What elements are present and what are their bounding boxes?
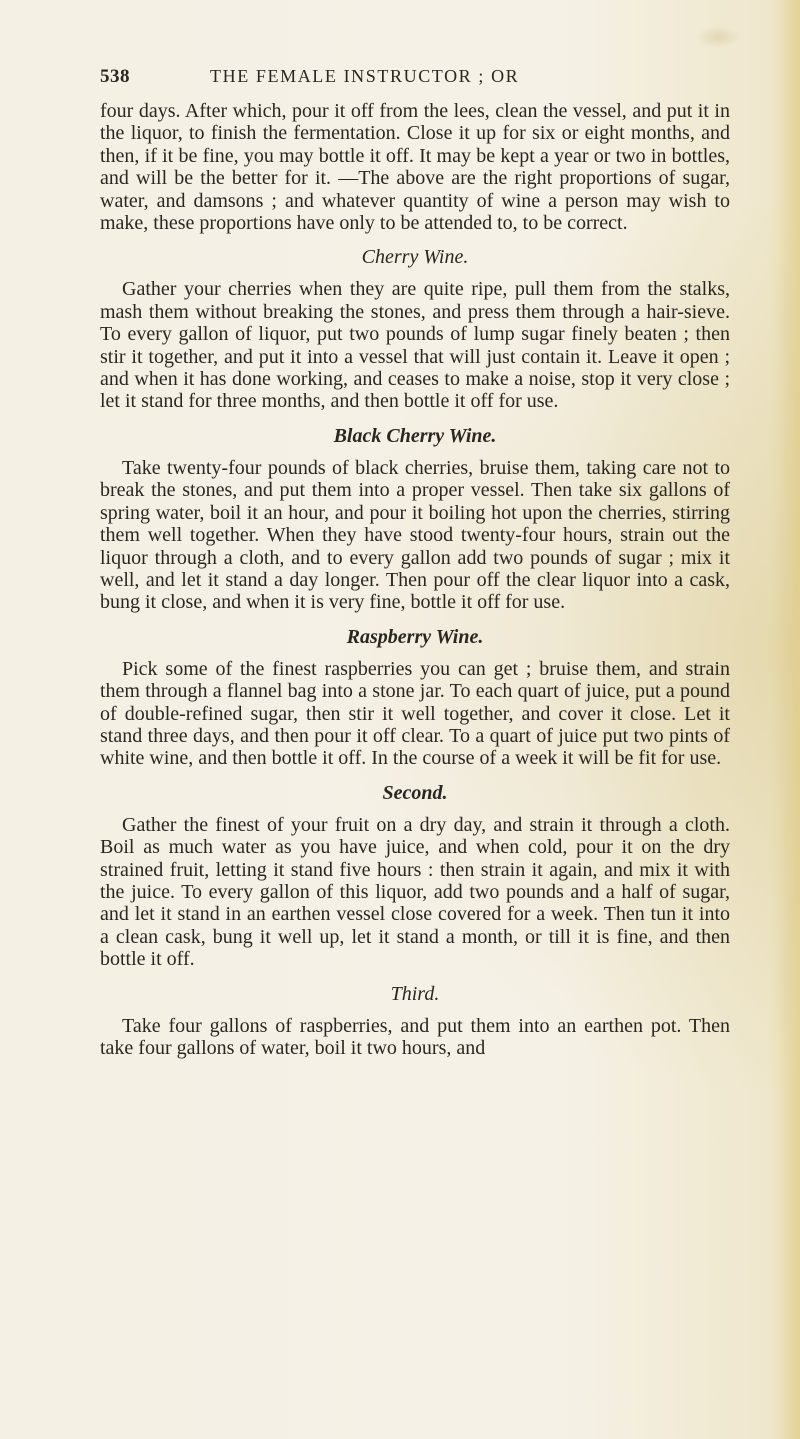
page-body (100, 100, 730, 1059)
heading-second: Second. (382, 781, 448, 804)
paragraph-raspberry-wine: Pick some of the finest raspberries you can get ; bruise them, and strain them through a flannel bag into a stone jar. To each quart of juice, put a pound of double-refined sugar, then stir it well together, and cover it close. Let it stand three days, and then pour it off clear. To a quart of juice put two pints of white wine, and then bottle it off. In the course of a week it will be fit for use. (100, 657, 730, 770)
running-head: THE FEMALE INSTRUCTOR ; OR (210, 66, 520, 86)
page-stain-mark (696, 26, 740, 48)
page-header (100, 66, 722, 92)
heading-black-cherry-wine: Black Cherry Wine. (333, 424, 497, 447)
paragraph-cherry-wine: Gather your cherries when they are quite ripe, pull them from the stalks, mash them without breaking the stones, and press them through a hair-sieve. To every gallon of liquor, put two pounds of lump sugar finely beaten ; then stir it together, and put it into a vessel that will just contain it. Leave it open ; and when it has done working, and ceases to make a noise, stop it very close ; let it stand for three months, and then bottle it off for use. (100, 278, 730, 413)
heading-cherry-wine: Cherry Wine. (361, 246, 469, 269)
paragraph-damson-continued: four days. After which, pour it off from the lees, clean the vessel, and put it in the liquor, to finish the fermentation. Close it up for six or eight months, and then, if it be fine, you may bottle it off. It may be kept a year or two in bottles, and will be the better for it. —The above are the right proportions of sugar, water, and damsons ; and whatever quantity of wine a person may wish to make, these proportions have only to be attended to, to be correct. (100, 100, 730, 235)
heading-third: Third. (390, 982, 440, 1005)
paragraph-second: Gather the finest of your fruit on a dry day, and strain it through a cloth. Boil as much water as you have juice, and when cold, pour it on the dry strained fruit, letting it stand five hours : then strain it again, and mix it with the juice. To every gallon of this liquor, add two pounds and a half of sugar, and let it stand in an earthen vessel close covered for a week. Then tun it into a clean cask, bung it well up, let it stand a month, or till it is fine, and then bottle it off. (100, 813, 730, 971)
page-edge-stain (778, 0, 800, 1439)
heading-raspberry-wine: Raspberry Wine. (346, 625, 484, 648)
paragraph-third: Take four gallons of raspberries, and put them into an earthen pot. Then take four gallons of water, boil it two hours, and (100, 1014, 730, 1059)
page-number: 538 (100, 66, 130, 87)
paragraph-black-cherry-wine: Take twenty-four pounds of black cherries, bruise them, taking care not to break the stones, and put them into a proper vessel. Then take six gallons of spring water, boil it an hour, and pour it boiling hot upon the cherries, stirring them well together. When they have stood twenty-four hours, strain out the liquor through a cloth, and to every gallon add two pounds of sugar ; mix it well, and let it stand a day longer. Then pour off the clear liquor into a cask, bung it close, and when it is very fine, bottle it off for use. (100, 456, 730, 614)
